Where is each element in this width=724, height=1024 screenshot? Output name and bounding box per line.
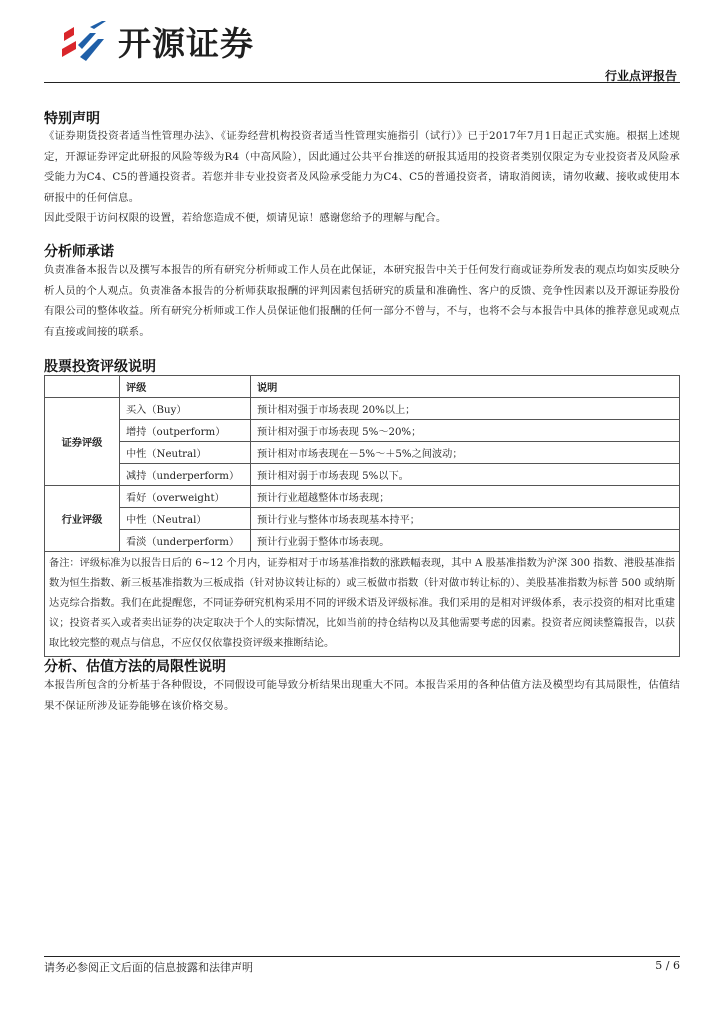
table-header-row (45, 376, 680, 398)
desc-cell: 预计行业超越整体市场表现； (251, 486, 680, 508)
analyst-commitment-text: 负责准备本报告以及撰写本报告的所有研究分析师或工作人员在此保证，本研究报告中关于任何发行商或证券所发表的观点均如实反映分析人员的个人观点。负责准备本报告的分析师获取报酬的评判因素包括研究的质量和准确性、客户的反馈、竞争性因素以及开源证券股份有限公司的整体收益。所有研究分析师或工作人员保证他们报酬的任何一部分不曾与，不与，也将不会与本报告中具体的推荐意见或观点有直接或间接的联系。 (44, 264, 680, 338)
page-number: 5 / 6 (655, 959, 680, 972)
footer-disclaimer: 请务必参阅正文后面的信息披露和法律声明 (44, 961, 253, 974)
desc-cell: 预计相对强于市场表现 5%～20%； (251, 420, 680, 442)
table-note-row (45, 552, 680, 657)
logo-text: 开源证券 (118, 24, 254, 63)
table-row (45, 508, 680, 530)
rating-cell: 买入（Buy） (120, 398, 251, 420)
rating-cell: 增持（outperform） (120, 420, 251, 442)
company-logo (60, 18, 254, 65)
table-header-blank (45, 376, 120, 398)
special-statement-body (44, 126, 680, 229)
desc-cell: 预计相对强于市场表现 20%以上； (251, 398, 680, 420)
rating-cell: 中性（Neutral） (120, 508, 251, 530)
table-row (45, 398, 680, 420)
limitation-body (44, 675, 680, 716)
limitation-text: 本报告所包含的分析基于各种假设，不同假设可能导致分析结果出现重大不同。本报告采用的各种估值方法及模型均有其局限性，估值结果不保证所涉及证券能够在该价格交易。 (44, 679, 680, 712)
limitation-title: 分析、估值方法的局限性说明 (44, 659, 226, 675)
rating-cell: 看淡（underperform） (120, 530, 251, 552)
table-row (45, 530, 680, 552)
analyst-commitment-title: 分析师承诺 (44, 244, 114, 260)
desc-cell: 预计行业与整体市场表现基本持平； (251, 508, 680, 530)
analyst-commitment-body (44, 260, 680, 342)
special-statement-paragraph-2: 因此受限于访问权限的设置，若给您造成不便，烦请见谅！感谢您给予的理解与配合。 (44, 212, 447, 224)
table-row (45, 486, 680, 508)
desc-cell: 预计相对弱于市场表现 5%以下。 (251, 464, 680, 486)
kaiyuan-logo-icon (60, 19, 112, 65)
footer-divider (44, 956, 680, 957)
special-statement-paragraph-1: 《证券期货投资者适当性管理办法》、《证券经营机构投资者适当性管理实施指引（试行）》已于2017年7月1日起正式实施。根据上述规定，开源证券评定此研报的风险等级为R4（中高风险），因此通过公共平台推送的研报其适用的投资者类别仅限定为专业投资者及风险承受能力为C4、C5的普通投资者。若您并非专业投资者及风险承受能力为C4、C5的普通投资者，请取消阅读，请勿收藏、接收或使用本研报中的任何信息。 (44, 130, 680, 204)
desc-cell: 预计相对市场表现在－5%～＋5%之间波动； (251, 442, 680, 464)
table-row (45, 442, 680, 464)
table-header-rating: 评级 (120, 376, 251, 398)
rating-cell: 减持（underperform） (120, 464, 251, 486)
report-type-label: 行业点评报告 (604, 69, 677, 83)
table-row (45, 464, 680, 486)
group-label-stock: 证券评级 (45, 398, 120, 486)
rating-section-title: 股票投资评级说明 (44, 359, 156, 375)
rating-table (44, 375, 680, 657)
rating-note: 备注：评级标准为以报告日后的 6~12 个月内，证券相对于市场基准指数的涨跌幅表现，其中 A 股基准指数为沪深 300 指数、港股基准指数为恒生指数、新三板基准指数为三板成指（针对协议转让标的）或三板做市指数（针对做市转让标的）、美股基准指数为标普 500 或纳斯达克综合指数。我们在此提醒您，不同证券研究机构采用不同的评级术语及评级标准。我们采用的是相对评级体系，表示投资的相对比重建议；投资者买入或者卖出证券的决定取决于个人的实际情况，比如当前的持仓结构以及其他需要考虑的因素。投资者应阅读整篇报告，以获取比较完整的观点与信息，不应仅仅依靠投资评级来推断结论。 (45, 552, 680, 657)
rating-cell: 中性（Neutral） (120, 442, 251, 464)
group-label-industry: 行业评级 (45, 486, 120, 552)
special-statement-title: 特别声明 (44, 111, 100, 127)
table-header-desc: 说明 (251, 376, 680, 398)
header-divider (44, 82, 680, 83)
table-row (45, 420, 680, 442)
desc-cell: 预计行业弱于整体市场表现。 (251, 530, 680, 552)
rating-cell: 看好（overweight） (120, 486, 251, 508)
